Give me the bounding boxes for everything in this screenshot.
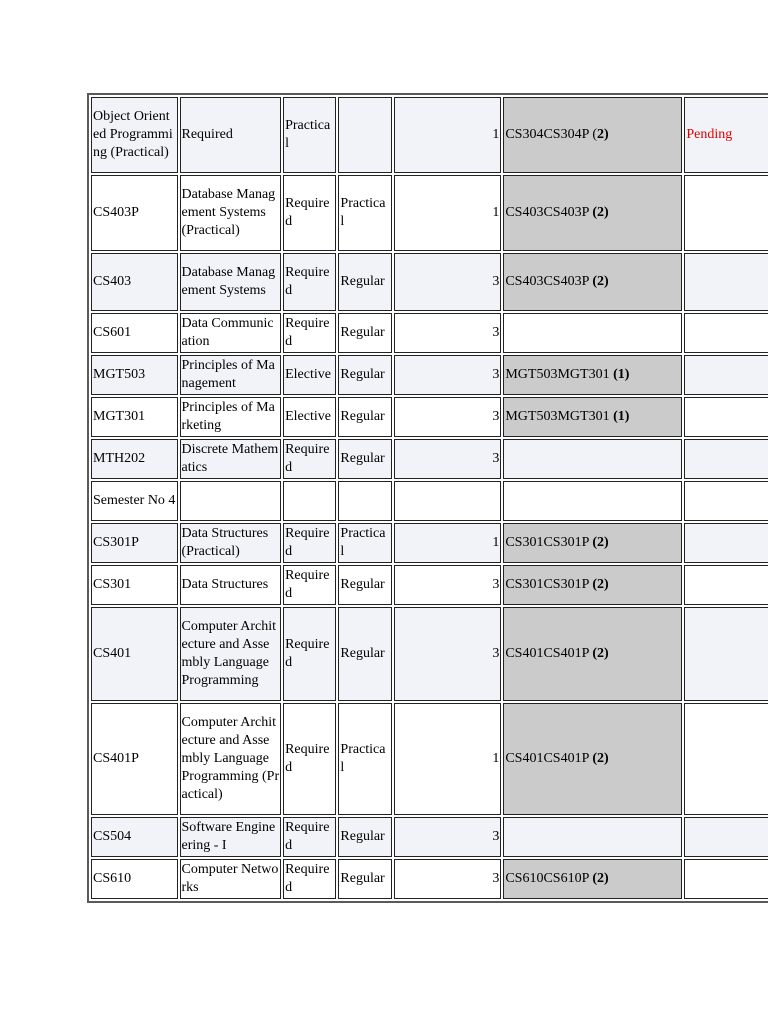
- course-code: CS403P: [91, 175, 178, 251]
- prerequisite-count: (2): [592, 646, 609, 661]
- course-status: [684, 565, 768, 605]
- course-type: Require d: [283, 253, 336, 311]
- course-prerequisite: [503, 859, 682, 899]
- table-row: [91, 439, 768, 479]
- course-prerequisite: [503, 565, 682, 605]
- prerequisite-codes: CS301CS301P: [505, 535, 593, 550]
- course-title: Principles of Management: [180, 355, 282, 395]
- course-title: Computer Architecture and Assembly Language Programming: [180, 607, 282, 701]
- course-table: [87, 93, 768, 903]
- course-prerequisite: [503, 817, 682, 857]
- course-title: Data Structures (Practical): [180, 523, 282, 563]
- course-code: MGT503: [91, 355, 178, 395]
- prerequisite-codes: CS401CS401P: [505, 646, 593, 661]
- course-status: [684, 253, 768, 311]
- course-kind: Regular: [338, 439, 391, 479]
- course-code: Object Oriented Programming (Practical): [91, 97, 178, 173]
- course-prerequisite: [503, 253, 682, 311]
- prerequisite-count: (2): [592, 871, 609, 886]
- course-kind: Regular: [338, 607, 391, 701]
- course-code: CS403: [91, 253, 178, 311]
- prerequisite-codes: CS301CS301P: [505, 577, 593, 592]
- course-kind: Regular: [338, 313, 391, 353]
- course-title: Principles of Marketing: [180, 397, 282, 437]
- course-status: [684, 817, 768, 857]
- course-status: [684, 859, 768, 899]
- course-status: [684, 313, 768, 353]
- course-prerequisite: [503, 439, 682, 479]
- course-kind: Regular: [338, 253, 391, 311]
- course-code: CS401P: [91, 703, 178, 815]
- prerequisite-codes: CS610CS610P: [505, 871, 593, 886]
- course-credits: 3: [394, 817, 502, 857]
- table-row: [91, 253, 768, 311]
- course-prerequisite: [503, 355, 682, 395]
- course-title: [180, 481, 282, 521]
- table-row: [91, 859, 768, 899]
- prerequisite-count: (1): [613, 409, 630, 424]
- course-prerequisite: [503, 397, 682, 437]
- course-title: Required: [180, 97, 282, 173]
- course-credits: 3: [394, 313, 502, 353]
- prerequisite-codes: MGT503MGT301: [505, 367, 614, 382]
- course-prerequisite: [503, 607, 682, 701]
- course-status: [684, 607, 768, 701]
- table-row: [91, 355, 768, 395]
- course-credits: 1: [394, 175, 502, 251]
- table-row: [91, 481, 768, 521]
- course-code: Semester No 4: [91, 481, 178, 521]
- course-status: [684, 355, 768, 395]
- course-prerequisite: [503, 175, 682, 251]
- course-credits: 3: [394, 859, 502, 899]
- prerequisite-codes: MGT503MGT301: [505, 409, 614, 424]
- course-status: [684, 523, 768, 563]
- course-credits: 1: [394, 703, 502, 815]
- table-row: [91, 313, 768, 353]
- course-type: Require d: [283, 607, 336, 701]
- prerequisite-count: (2): [592, 205, 609, 220]
- prerequisite-count: (2): [592, 535, 609, 550]
- course-credits: 3: [394, 565, 502, 605]
- prerequisite-count: (2): [592, 274, 609, 289]
- course-prerequisite: [503, 97, 682, 173]
- course-code: MGT301: [91, 397, 178, 437]
- table-row: [91, 607, 768, 701]
- table-row: [91, 817, 768, 857]
- course-status: [684, 439, 768, 479]
- course-status: [684, 481, 768, 521]
- course-kind: Regular: [338, 355, 391, 395]
- course-prerequisite: [503, 481, 682, 521]
- course-kind: Practica l: [338, 175, 391, 251]
- course-kind: Practica l: [338, 703, 391, 815]
- course-title: Software Engineering - I: [180, 817, 282, 857]
- prerequisite-codes: CS304CS304P (: [505, 127, 598, 142]
- course-credits: 3: [394, 439, 502, 479]
- course-status: [684, 397, 768, 437]
- course-code: CS610: [91, 859, 178, 899]
- table-row: [91, 565, 768, 605]
- course-kind: Regular: [338, 565, 391, 605]
- course-kind: Regular: [338, 859, 391, 899]
- course-code: CS301P: [91, 523, 178, 563]
- course-title: Database Management Systems (Practical): [180, 175, 282, 251]
- course-kind: Practica l: [338, 523, 391, 563]
- course-code: CS601: [91, 313, 178, 353]
- course-type: Require d: [283, 313, 336, 353]
- course-type: Require d: [283, 523, 336, 563]
- course-title: Data Communication: [180, 313, 282, 353]
- course-code: CS301: [91, 565, 178, 605]
- course-prerequisite: [503, 313, 682, 353]
- course-prerequisite: [503, 703, 682, 815]
- course-title: Data Structures: [180, 565, 282, 605]
- prerequisite-codes: CS403CS403P: [505, 205, 593, 220]
- course-credits: 3: [394, 253, 502, 311]
- course-status: Pending: [684, 97, 768, 173]
- course-type: Elective: [283, 355, 336, 395]
- course-credits: [394, 481, 502, 521]
- course-table-body: [91, 97, 768, 899]
- course-credits: 3: [394, 397, 502, 437]
- prerequisite-codes: CS401CS401P: [505, 751, 593, 766]
- course-code: CS401: [91, 607, 178, 701]
- table-row: [91, 523, 768, 563]
- table-row: [91, 703, 768, 815]
- course-code: CS504: [91, 817, 178, 857]
- course-type: Require d: [283, 817, 336, 857]
- table-row: [91, 175, 768, 251]
- course-type: Elective: [283, 397, 336, 437]
- course-credits: 1: [394, 523, 502, 563]
- course-prerequisite: [503, 523, 682, 563]
- table-row: [91, 97, 768, 173]
- course-kind: Regular: [338, 397, 391, 437]
- course-kind: [338, 97, 391, 173]
- course-credits: 1: [394, 97, 502, 173]
- course-credits: 3: [394, 607, 502, 701]
- course-type: Require d: [283, 703, 336, 815]
- prerequisite-count: 2): [597, 127, 609, 142]
- table-row: [91, 397, 768, 437]
- course-status: [684, 175, 768, 251]
- course-type: Practica l: [283, 97, 336, 173]
- prerequisite-count: (2): [592, 751, 609, 766]
- course-title: Computer Architecture and Assembly Language Programming (Practical): [180, 703, 282, 815]
- prerequisite-codes: CS403CS403P: [505, 274, 593, 289]
- course-kind: [338, 481, 391, 521]
- course-title: Database Management Systems: [180, 253, 282, 311]
- course-type: [283, 481, 336, 521]
- course-type: Require d: [283, 439, 336, 479]
- course-title: Discrete Mathematics: [180, 439, 282, 479]
- course-credits: 3: [394, 355, 502, 395]
- prerequisite-count: (1): [613, 367, 630, 382]
- course-status: [684, 703, 768, 815]
- course-type: Require d: [283, 859, 336, 899]
- course-code: MTH202: [91, 439, 178, 479]
- course-title: Computer Networks: [180, 859, 282, 899]
- course-kind: Regular: [338, 817, 391, 857]
- course-type: Require d: [283, 565, 336, 605]
- prerequisite-count: (2): [592, 577, 609, 592]
- course-type: Require d: [283, 175, 336, 251]
